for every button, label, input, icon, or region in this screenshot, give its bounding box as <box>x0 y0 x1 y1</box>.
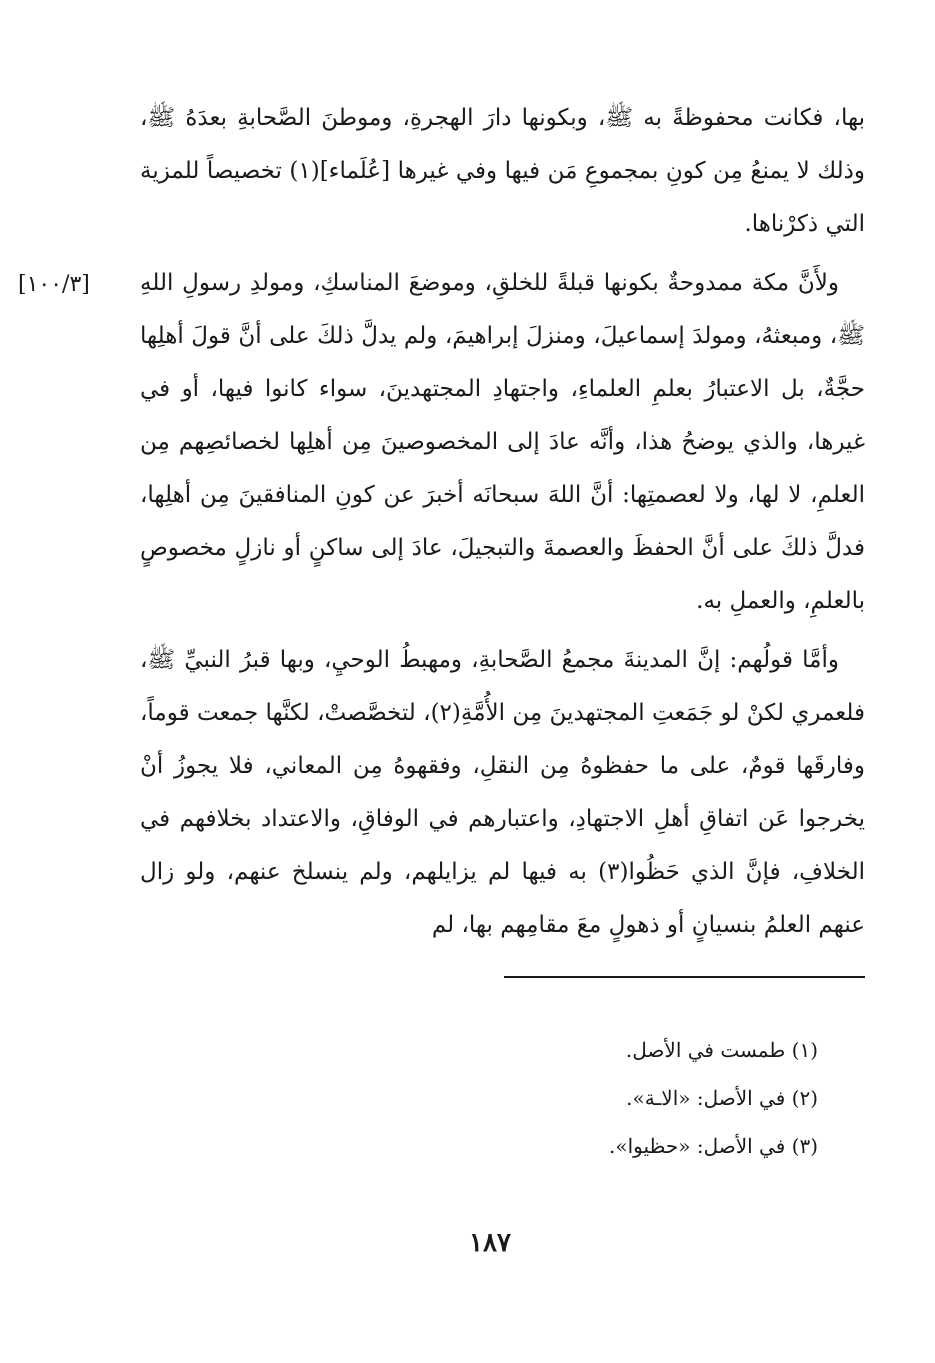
page-number: ١٨٧ <box>469 1228 511 1258</box>
footnote-1: (١) طمست في الأصل. <box>625 1038 818 1062</box>
footnote-3: (٣) في الأصل: «حظيوا». <box>608 1134 818 1158</box>
paragraph-3: وأمَّا قولُهم: إنَّ المدينةَ مجمعُ الصَّحابةِ، ومهبطُ الوحيِ، وبها قبرُ النبيِّ ﷺ، فلعمري لكنْ لو جَمَعتِ المجتهدينَ مِن الأُمَّةِ(٢)، لتخصَّصتْ، لكنَّها جمعت قوماً، وفارقَها قومٌ، على ما حفظوهُ مِن النقلِ، وفقهوهُ مِن المعاني، فلا يجوزُ أنْ يخرجوا عَن اتفاقِ أهلِ الاجتهادِ، واعتبارهم في الوفاقِ، والاعتداد بخلافهم في الخلافِ، فإنَّ الذي حَظُوا(٣) به فيها لم يزايلهم، ولم ينسلخ عنهم، ولو زال عنهم العلمُ بنسيانٍ أو ذهولٍ معَ مقامِهم بها، لم <box>140 647 865 938</box>
footnote-2: (٢) في الأصل: «الاـة». <box>626 1086 818 1110</box>
paragraph-1: بها، فكانت محفوظةً به ﷺ، وبكونها دارَ الهجرةِ، وموطنَ الصَّحابةِ بعدَهُ ﷺ، وذلك لا يمنعُ مِن كونِ بمجموعِ مَن فيها وفي غيرها [عُلَماء](١) تخصيصاً للمزية التي ذكرْناها. <box>140 105 865 237</box>
margin-volume-page-reference: [١٠٠/٣] <box>18 272 90 297</box>
main-text <box>140 92 865 958</box>
paragraph-2: ولأَنَّ مكة ممدوحةٌ بكونها قبلةً للخلقِ، وموضعَ المناسكِ، ومولدِ رسولِ اللهِ ﷺ، ومبعثهُ، ومولدَ إسماعيلَ، ومنزلَ إبراهيمَ، ولم يدلَّ ذلكَ على أنَّ قولَ أهلِها حجَّةٌ، بل الاعتبارُ بعلمِ العلماءِ، واجتهادِ المجتهدينَ، سواء كانوا فيها، أو في غيرها، والذي يوضحُ هذا، وأنَّه عادَ إلى المخصوصينَ مِن أهلِها لخصائصِهم مِن العلمِ، لا لها، ولا لعصمتِها: أنَّ اللهَ سبحانَه أخبرَ عن كونِ المنافقينَ مِن أهلِها، فدلَّ ذلكَ على أنَّ الحفظَ والعصمةَ والتبجيلَ، عادَ إلى ساكنٍ أو نازلٍ مخصوصٍ بالعلمِ، والعملِ به. <box>140 270 865 614</box>
footnotes <box>400 1026 818 1170</box>
footnote-separator-rule <box>504 976 865 978</box>
